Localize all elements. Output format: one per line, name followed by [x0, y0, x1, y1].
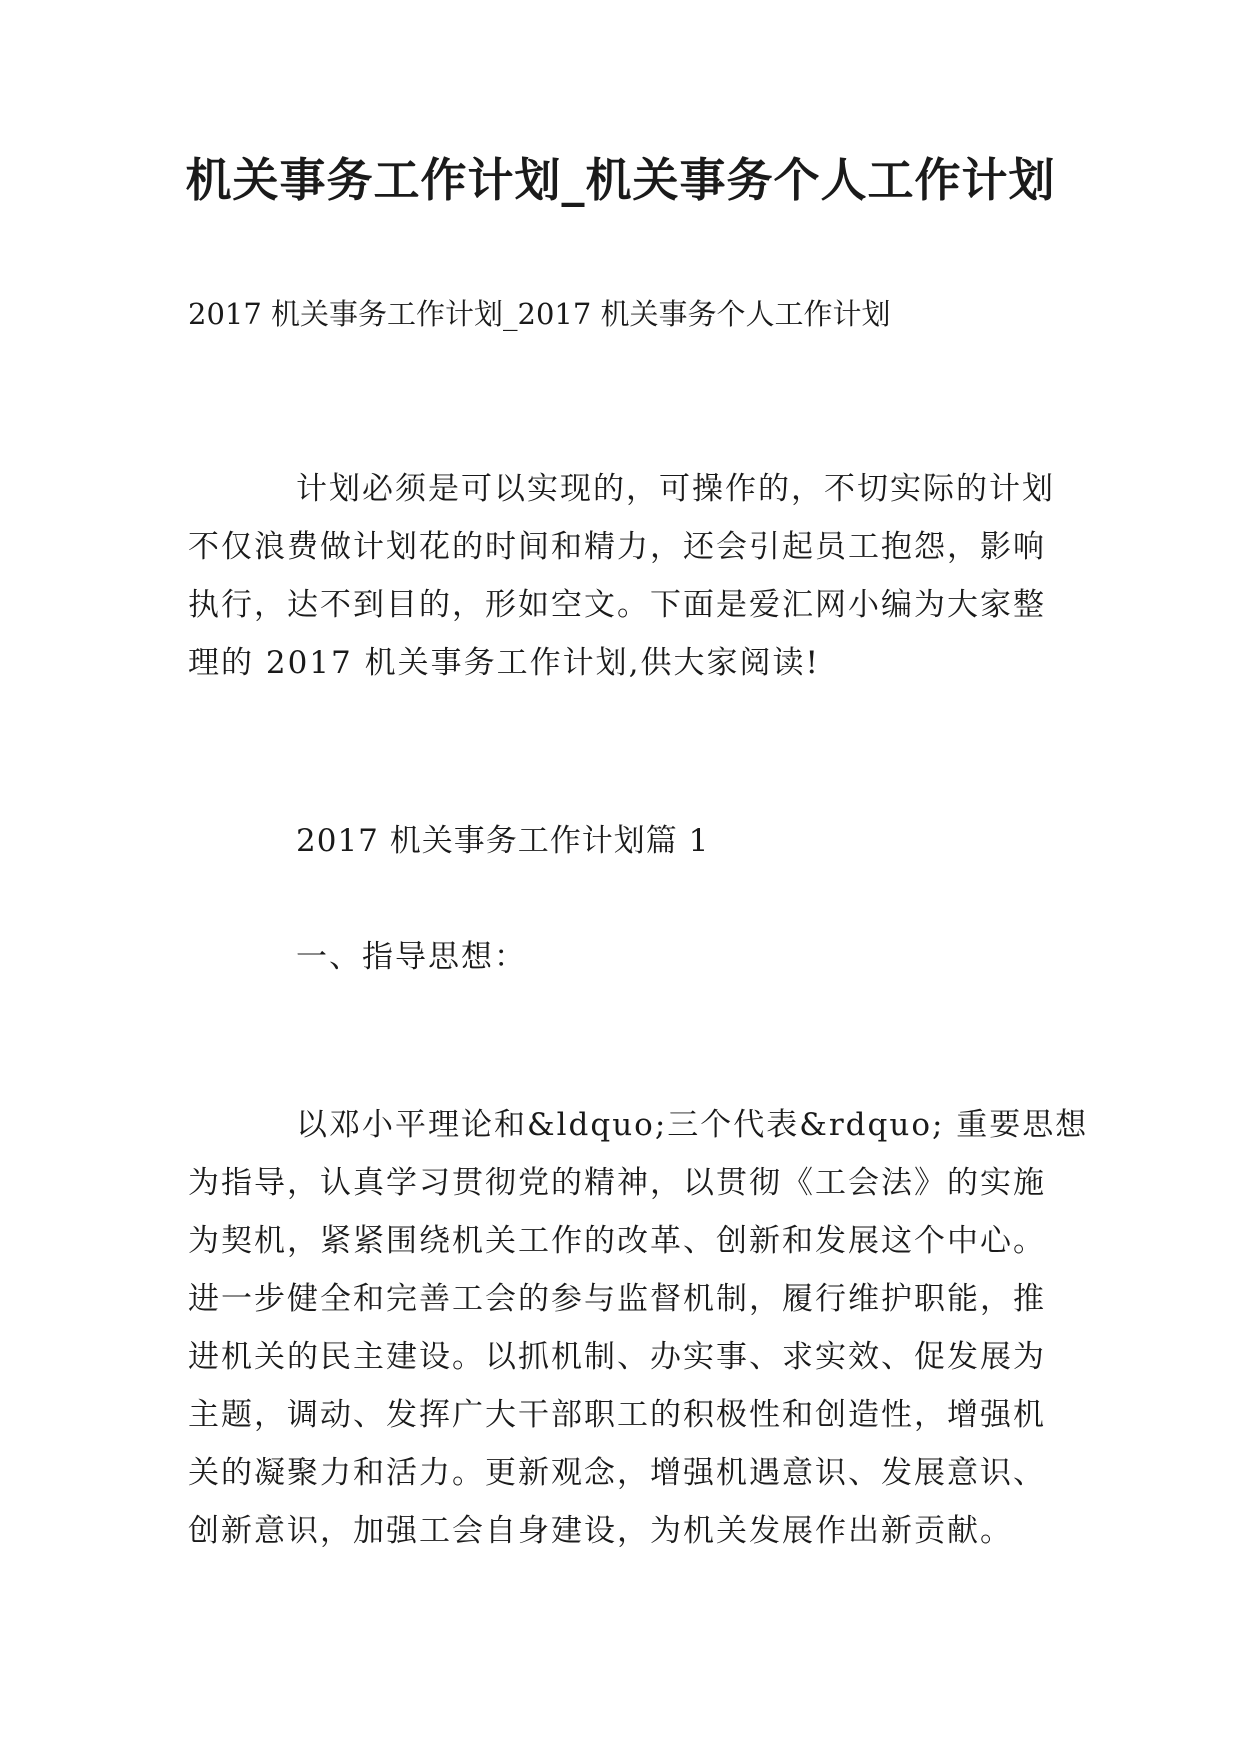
section-heading-guiding-ideology: 一、指导思想： [296, 939, 527, 975]
guiding-line: 关的凝聚力和活力。更新观念，增强机遇意识、发展意识、 [188, 1455, 1046, 1491]
guiding-line: 以邓小平理论和&ldquo;三个代表&rdquo; 重要思想 [296, 1107, 1089, 1143]
document-subtitle: 2017 机关事务工作计划_2017 机关事务个人工作计划 [188, 297, 891, 331]
guiding-line: 进一步健全和完善工会的参与监督机制，履行维护职能，推 [188, 1281, 1046, 1317]
intro-line: 理的 2017 机关事务工作计划,供大家阅读! [188, 645, 820, 681]
guiding-line: 创新意识，加强工会自身建设，为机关发展作出新贡献。 [188, 1513, 1013, 1549]
guiding-paragraph [188, 1096, 1089, 1560]
intro-line: 不仅浪费做计划花的时间和精力，还会引起员工抱怨，影响 [188, 529, 1046, 565]
guiding-line: 为指导，认真学习贯彻党的精神，以贯彻《工会法》的实施 [188, 1165, 1046, 1201]
intro-line: 计划必须是可以实现的，可操作的，不切实际的计划 [296, 471, 1055, 507]
section-title: 2017 机关事务工作计划篇 1 [296, 823, 710, 859]
intro-line: 执行，达不到目的，形如空文。下面是爱汇网小编为大家整 [188, 587, 1046, 623]
guiding-line: 主题，调动、发挥广大干部职工的积极性和创造性，增强机 [188, 1397, 1046, 1433]
document-title: 机关事务工作计划_机关事务个人工作计划 [185, 153, 1056, 207]
guiding-line: 为契机，紧紧围绕机关工作的改革、创新和发展这个中心。 [188, 1223, 1046, 1259]
guiding-line: 进机关的民主建设。以抓机制、办实事、求实效、促发展为 [188, 1339, 1046, 1375]
intro-paragraph [188, 460, 1058, 692]
